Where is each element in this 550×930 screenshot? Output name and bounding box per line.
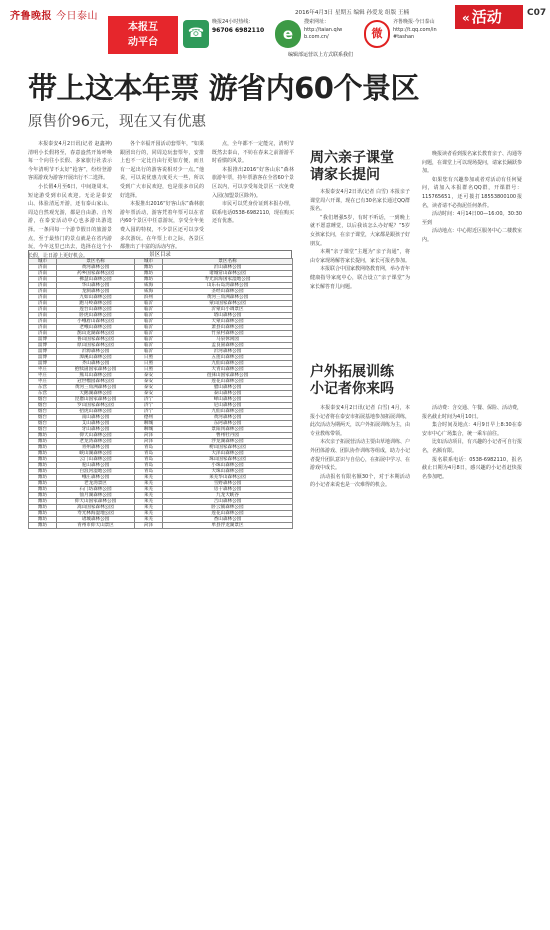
- table-cell: 青州市仰天山景区: [57, 523, 135, 529]
- article-column-2: [120, 140, 204, 251]
- table-cell: 泰安: [135, 385, 163, 391]
- table-cell: 潍坊: [29, 463, 57, 469]
- table-cell: 白浪河湿地公园: [57, 469, 135, 475]
- table-cell: 尼山森林公园: [163, 403, 293, 409]
- story-title-outdoor-training: 户外拓展训练 小记者你来吗: [310, 364, 394, 397]
- table-cell: 潍坊: [29, 499, 57, 505]
- table-cell: 塔山森林公园: [163, 313, 293, 319]
- table-cell: 枣庄: [29, 373, 57, 379]
- table-cell: 莱芜: [135, 475, 163, 481]
- table-cell: 潍坊: [135, 277, 163, 283]
- table-cell: 房干森林公园: [163, 487, 293, 493]
- table-cell: 东营: [29, 385, 57, 391]
- table-cell: 老峨山森林公园: [57, 325, 135, 331]
- paragraph: 本报推出2016“好客山东”森林旅游年票活动，游客凭着年票可以在省内60个景区中任意游玩，享受全年免费入园的特权，不少景区还可以享受多次游玩。在年票上市之际，各景区都推出了丰富的活动内容。: [120, 201, 204, 251]
- table-cell: 萧县山森林公园: [163, 325, 293, 331]
- table-cell: 寿光林海湿地公园: [57, 511, 135, 517]
- table-cell: 天鹅湖森林公园: [57, 391, 135, 397]
- table-cell: 竹泉村森林公园: [163, 331, 293, 337]
- table-cell: 冠世榴园森林公园: [57, 379, 135, 385]
- table-cell: 峡山湖森林公园: [57, 451, 135, 457]
- table-cell: 牙山森林公园: [57, 427, 135, 433]
- table-cell: 济南: [29, 325, 57, 331]
- table-cell: 招虎山森林公园: [57, 409, 135, 415]
- paragraph: 本报推出2016“好客山东”森林旅游年票，持年票游客在全省60个景区以内，可以享受每处景区一次免费入园(加盟景区除外)。: [212, 166, 294, 199]
- table-cell: 曹州牡丹园: [163, 433, 293, 439]
- table-cell: 潍坊: [29, 457, 57, 463]
- table-cell: 莱芜: [135, 481, 163, 487]
- paragraph: 点，全年都不一定能完，清明节既然去泰山，不妨在春来之前游游平时看惯的风景。: [212, 141, 294, 165]
- table-cell: 原山国家森林公园: [57, 343, 135, 349]
- paragraph: 比如活动项目，有兴趣的小记者可自行报名，名额有限。: [422, 439, 523, 454]
- paragraph: 本期“亲子课堂”主题为“亲子沟通”，将由专家现场解答家长提问，家长可报名参加。: [310, 249, 411, 264]
- story3-column-1: [310, 404, 410, 534]
- table-cell: 潍坊: [29, 505, 57, 511]
- table-cell: 黄河三角洲森林公园: [57, 385, 135, 391]
- table-cell: 诸城森林公园: [57, 517, 135, 523]
- table-cell: 单县浮龙湖景区: [163, 523, 293, 529]
- table-cell: 抱犊崮国家森林公园: [57, 367, 135, 373]
- subheadline: 原售价96元，现在又有优惠: [28, 114, 206, 130]
- table-cell: 龙洞森林公园: [57, 289, 135, 295]
- table-cell: 跑马岭森林公园: [57, 301, 135, 307]
- table-cell: 菏泽: [135, 433, 163, 439]
- table-cell: 鹊山龙湖森林公园: [57, 331, 135, 337]
- table-cell: 潍坊: [29, 493, 57, 499]
- table-cell: 大泽山森林公园: [163, 451, 293, 457]
- table-cell: 淄博: [29, 361, 57, 367]
- table-cell: 小峨眉山森林公园: [57, 319, 135, 325]
- table-cell: 青岛: [135, 457, 163, 463]
- table-cell: 莲台山森林公园: [57, 307, 135, 313]
- table-cell: 香山森林公园: [163, 517, 293, 523]
- table-cell: 临沂: [135, 307, 163, 313]
- table-cell: 仰天山森林公园: [57, 433, 135, 439]
- table-cell: 大珠山森林公园: [163, 469, 293, 475]
- table-cell: 济南: [29, 271, 57, 277]
- column-header: 城市: [135, 259, 163, 265]
- table-cell: 淄博: [29, 343, 57, 349]
- paragraph: 本报泰安4月2日讯(记者 赵鑫神) 清明小长假将至，春意盎然开始呼唤每一个向往小长假、多家旅行社表示今年清明节不太好“抢客”，纷纷登游客需游戏为游客开展出行不二选择。: [28, 141, 112, 182]
- table-cell: 济南: [29, 319, 57, 325]
- table-cell: 威海: [135, 283, 163, 289]
- story-title-parent-class: 周六亲子课堂 请家长提问: [310, 150, 394, 183]
- table-cell: 临沂: [135, 313, 163, 319]
- table-cell: 黄河森林公园: [57, 265, 135, 271]
- table-cell: 石门坊森林公园: [57, 487, 135, 493]
- table-cell: 枣庄: [29, 379, 57, 385]
- table-cell: 济南: [29, 277, 57, 283]
- paragraph: 活动时间：4月14日00—16:00。30:30至到: [422, 211, 522, 226]
- table-cell: 蒙山国家森林公园: [163, 301, 293, 307]
- table-cell: 黄河森林公园: [163, 415, 293, 421]
- table-cell: 日照: [135, 355, 163, 361]
- paragraph: 小长假4月至6日，中间逢周末，短途游受到市民欢迎。无论是泰安山、体验清远开游，还有泰山家山、周边自然观光游，都是自由游、自驾游，在泰安活动中心也多游出游选择。一条同每一个游节假日的旅游景点，至于最热门的景点就是在省内游玩，今年这里已出去，选择在这个小长假，让日游上更好机会。: [28, 183, 112, 259]
- table-cell: 沂源森林公园: [57, 349, 135, 355]
- table-cell: 东阿森林公园: [163, 421, 293, 427]
- column-header: 城市: [29, 259, 57, 265]
- table-cell: 卧云铺森林公园: [163, 505, 293, 511]
- table-cell: 青岛: [135, 469, 163, 475]
- table-cell: 威海: [135, 289, 163, 295]
- table-cell: 雪野森林公园: [163, 481, 293, 487]
- table-cell: 潭溪山森林公园: [57, 355, 135, 361]
- table-cell: 潍坊: [135, 271, 163, 277]
- table-cell: 潍坊: [29, 517, 57, 523]
- brand-logo: 齐鲁晚报 今日泰山: [10, 11, 98, 22]
- table-cell: 临沂: [135, 343, 163, 349]
- table-title: 景区目录: [28, 250, 292, 258]
- table-row: [29, 523, 293, 529]
- table-cell: 九龙大峡谷: [163, 493, 293, 499]
- table-cell: 五莲山森林公园: [163, 355, 293, 361]
- table-cell: 天蒙山森林公园: [163, 319, 293, 325]
- chevron-icon: «: [462, 11, 470, 25]
- table-cell: 临沂: [135, 331, 163, 337]
- table-cell: 济南: [29, 289, 57, 295]
- paragraph: 活动地点：中心附近区服务中心二楼教室内。: [422, 228, 523, 243]
- table-cell: 泰安: [135, 391, 163, 397]
- paragraph: 报名联系电话：0538-6982110，报名截止日期为4月8日，感兴趣的小记者赶快报名参加吧。: [422, 456, 522, 480]
- table-cell: 枣庄: [29, 367, 57, 373]
- story2-column-1: [310, 188, 410, 348]
- table-cell: 浮龙湖森林公园: [163, 439, 293, 445]
- table-cell: 熊耳山森林公园: [57, 373, 135, 379]
- table-cell: 沂山森林公园: [163, 265, 293, 271]
- table-cell: 药乡国家森林公园: [57, 271, 135, 277]
- table-cell: 东营: [29, 391, 57, 397]
- column-header: 景区名称: [163, 259, 293, 265]
- table-cell: 青岛: [135, 463, 163, 469]
- dateline: 2016年4月3日 星期五 编辑 孙爱龙 组版 王楠: [295, 10, 410, 16]
- table-cell: 马泉休闲园: [163, 337, 293, 343]
- web-block: 搜索网址： http://taian.qlw b.com.cn/: [304, 19, 343, 40]
- table-cell: 淄博: [29, 349, 57, 355]
- table-cell: 德州: [135, 415, 163, 421]
- table-cell: 潍坊: [29, 451, 57, 457]
- story2-column-2: [422, 150, 522, 348]
- headline: 带上这本年票 游省内60个景区: [28, 71, 419, 105]
- paragraph: 集合时间及地点：4月9日早上8:30在泰安市中心广场集合，统一乘车前往。: [422, 422, 522, 437]
- weibo-block: 齐鲁晚报·今日泰山 http://t.qq.com/in #tashan: [393, 19, 437, 40]
- table-cell: 卧虎山森林公园: [57, 313, 135, 319]
- table-cell: 临沂: [135, 337, 163, 343]
- web-icon: e: [275, 20, 301, 48]
- table-cell: 济南: [29, 307, 57, 313]
- table-cell: 莲花山森林公园: [163, 379, 293, 385]
- table-cell: 九仙山森林公园: [163, 361, 293, 367]
- paragraph: “我们增强5岁，有时不听话，一到晚上就不愿意睡觉，以后我该怎么办好呢？”5岁女孩家长问，在亲子课堂，大家都是跟孩子好朋友。: [310, 214, 411, 247]
- table-cell: 济南: [29, 301, 57, 307]
- paragraph: 本报联合中国家教网络教育网，举办青年健康指导家庭中心，联合设立“亲子课堂”为家长解答育儿问题。: [310, 266, 411, 290]
- weibo-icon: 微: [364, 20, 390, 48]
- table-cell: 泰安: [135, 373, 163, 379]
- paragraph: 如果您有兴趣参加或者对活动有任何疑问，请加入本报群名QQ群，开课群号：115765651，还可拨打18553800100报名，读者请不必拘泥任何条件。: [422, 176, 522, 209]
- table-cell: 老龙湾森林公园: [57, 439, 135, 445]
- table-cell: 圣经山森林公园: [163, 289, 293, 295]
- table-cell: 潍坊: [29, 475, 57, 481]
- story3-column-2: [422, 404, 522, 534]
- table-cell: 珠山国家森林公园: [163, 457, 293, 463]
- table-cell: 徂徕山国家森林公园: [163, 373, 293, 379]
- table-cell: 潍坊: [29, 487, 57, 493]
- table-cell: 南山森林公园: [57, 415, 135, 421]
- table-cell: 滨州: [135, 295, 163, 301]
- table-cell: 老龙湾景区: [57, 481, 135, 487]
- table-cell: 烟台: [29, 397, 57, 403]
- table-cell: 罗山国家森林公园: [57, 403, 135, 409]
- article-column-1: [28, 140, 112, 259]
- table-cell: 云门山森林公园: [57, 457, 135, 463]
- table-cell: 潍坊: [29, 511, 57, 517]
- table-cell: 泰安: [135, 379, 163, 385]
- table-cell: 莲花山森林公园: [163, 511, 293, 517]
- table-cell: 菏泽: [135, 523, 163, 529]
- table-cell: 嵩山国家森林公园: [57, 505, 135, 511]
- table-cell: 吉山森林公园: [163, 499, 293, 505]
- table-cell: 莱芜: [135, 511, 163, 517]
- table-cell: 聊城: [135, 421, 163, 427]
- paragraph: 活动费：含交通、午餐、保险、活动费，报名截止时间为4月10日。: [422, 405, 523, 420]
- phone-icon: ☎: [183, 20, 209, 48]
- table-cell: 莱芜: [135, 493, 163, 499]
- table-cell: 峄山森林公园: [163, 397, 293, 403]
- table-cell: 莱芜: [135, 505, 163, 511]
- table-cell: 潍坊: [29, 523, 57, 529]
- table-cell: 潍坊: [135, 265, 163, 271]
- table-cell: 济南: [29, 283, 57, 289]
- table-cell: 潍坊: [29, 433, 57, 439]
- table-cell: 潍坊: [29, 469, 57, 475]
- table-cell: 日照: [135, 361, 163, 367]
- table-cell: 孟良崮森林公园: [163, 343, 293, 349]
- table-cell: 济南: [29, 331, 57, 337]
- table-cell: 潍坊: [29, 445, 57, 451]
- table-cell: 诸城常山森林公园: [163, 271, 293, 277]
- table-cell: 青州森林公园: [57, 445, 135, 451]
- table-cell: 莱芜华山森林公园: [163, 475, 293, 481]
- table-cell: 潍坊: [29, 439, 57, 445]
- table-cell: 山东石岛湾森林公园: [163, 283, 293, 289]
- table-cell: 泰山森林公园: [163, 391, 293, 397]
- table-cell: 淄博: [29, 337, 57, 343]
- table-cell: 烟台: [29, 403, 57, 409]
- table-cell: 沂河森林公园: [163, 349, 293, 355]
- section-tag: « 活动: [455, 5, 523, 29]
- table-cell: 沂蒙山小调景区: [163, 307, 293, 313]
- article-column-3: [212, 140, 294, 246]
- table-cell: 小珠山森林公园: [163, 463, 293, 469]
- table-cell: 崂山国家森林公园: [163, 445, 293, 451]
- table-cell: 临沂: [135, 325, 163, 331]
- table-cell: 九仙山森林公园: [163, 409, 293, 415]
- table-cell: 仰天山国家森林公园: [57, 499, 135, 505]
- page-header: [0, 0, 550, 62]
- table-cell: 华山森林公园: [57, 283, 135, 289]
- table-cell: 济南: [29, 295, 57, 301]
- paragraph: 各个幸福开园活动套票年，“如果跟团出行的，同周边玩套票年，安排上也不一定比自由行更加方便，而且有一起出行的游客说相对少一点。”他说，可以说优惠力度更大一些，所以受到广大市民欢迎，也是很多市民的好选择。: [120, 141, 204, 199]
- table-cell: 青岛: [135, 445, 163, 451]
- table-cell: 驼山森林公园: [57, 463, 135, 469]
- platform-badge: 本报互 动平台: [108, 16, 178, 54]
- table-cell: 淄博: [29, 355, 57, 361]
- table-cell: 鲁山国家森林公园: [57, 337, 135, 343]
- paragraph: 市民可以凭身份证到本报办理，联系电话0538-6982110，现在购买还有优惠。: [212, 201, 294, 225]
- table-cell: 黄河三角洲森林公园: [163, 295, 293, 301]
- table-cell: 聊城: [135, 427, 163, 433]
- table-cell: 艾山森林公园: [57, 421, 135, 427]
- table-cell: 济宁: [135, 403, 163, 409]
- table-cell: 潍坊: [29, 481, 57, 487]
- table-cell: 景阳冈森林公园: [163, 427, 293, 433]
- table-cell: 腊山森林公园: [163, 385, 293, 391]
- table-cell: 莱芜: [135, 517, 163, 523]
- table-cell: 济南: [29, 313, 57, 319]
- table-cell: 青岛: [135, 451, 163, 457]
- table-cell: 仙月湖森林公园: [57, 493, 135, 499]
- table-cell: 莱芜: [135, 487, 163, 493]
- table-cell: 莱芜: [135, 499, 163, 505]
- column-header: 景区名称: [57, 259, 135, 265]
- table-cell: 齐山森林公园: [57, 361, 135, 367]
- table-cell: 烟台: [29, 421, 57, 427]
- table-cell: 寿光滨海国家湿地公园: [163, 277, 293, 283]
- table-cell: 临沂: [135, 349, 163, 355]
- paragraph: 本报泰安4月2日讯(记者 白雪) 4月，本报小记者将在泰安市拓展基地参加拓展训练，此次活动为期两天，以户外拓展训练为主，由专业教练带领。: [310, 405, 411, 437]
- table-cell: 九如山森林公园: [57, 295, 135, 301]
- table-cell: 烟台: [29, 409, 57, 415]
- table-cell: 烟台: [29, 427, 57, 433]
- paragraph: 活动报名有限名额30个，对于本期活动的小记者来说也是一次难得的机会。: [310, 473, 410, 489]
- table-cell: 临沂: [135, 319, 163, 325]
- table-cell: 济宁: [135, 397, 163, 403]
- table-cell: 临沂: [135, 301, 163, 307]
- page-number: C07: [527, 8, 547, 18]
- table-cell: 大青山森林公园: [163, 367, 293, 373]
- table-cell: 峨庄森林公园: [57, 475, 135, 481]
- paragraph: 本次亲子拓展营活动主要由草地训练、户外团体游戏、团队协作训练等组成，助力小记者提升团队意识与自信心，在拓展中学习、在游戏中成长。: [310, 439, 411, 472]
- table-cell: 日照: [135, 367, 163, 373]
- scenic-spot-table: [28, 250, 292, 529]
- table-cell: 佛慧山森林公园: [57, 277, 135, 283]
- table-cell: 济南: [29, 265, 57, 271]
- table-cell: 烟台: [29, 415, 57, 421]
- paragraph: 晚报读者看到报名家长教育亲子、沟通等问题，在课堂上可以现场提问，请家长踊跃参加。: [422, 151, 523, 175]
- hotline-block: 晚报24小时热线： 96706 6982110: [212, 19, 265, 34]
- table-cell: 济宁: [135, 409, 163, 415]
- header-note: 编辑部运营以上方式联系我们: [288, 52, 354, 58]
- table-cell: 菏泽: [135, 439, 163, 445]
- table-cell: 昆嵛山国家森林公园: [57, 397, 135, 403]
- paragraph: 本报泰安4月2日讯(记者 白雪) 本报亲子课堂周六开课，现在已有30名家长通过QQ群报名。: [310, 189, 410, 213]
